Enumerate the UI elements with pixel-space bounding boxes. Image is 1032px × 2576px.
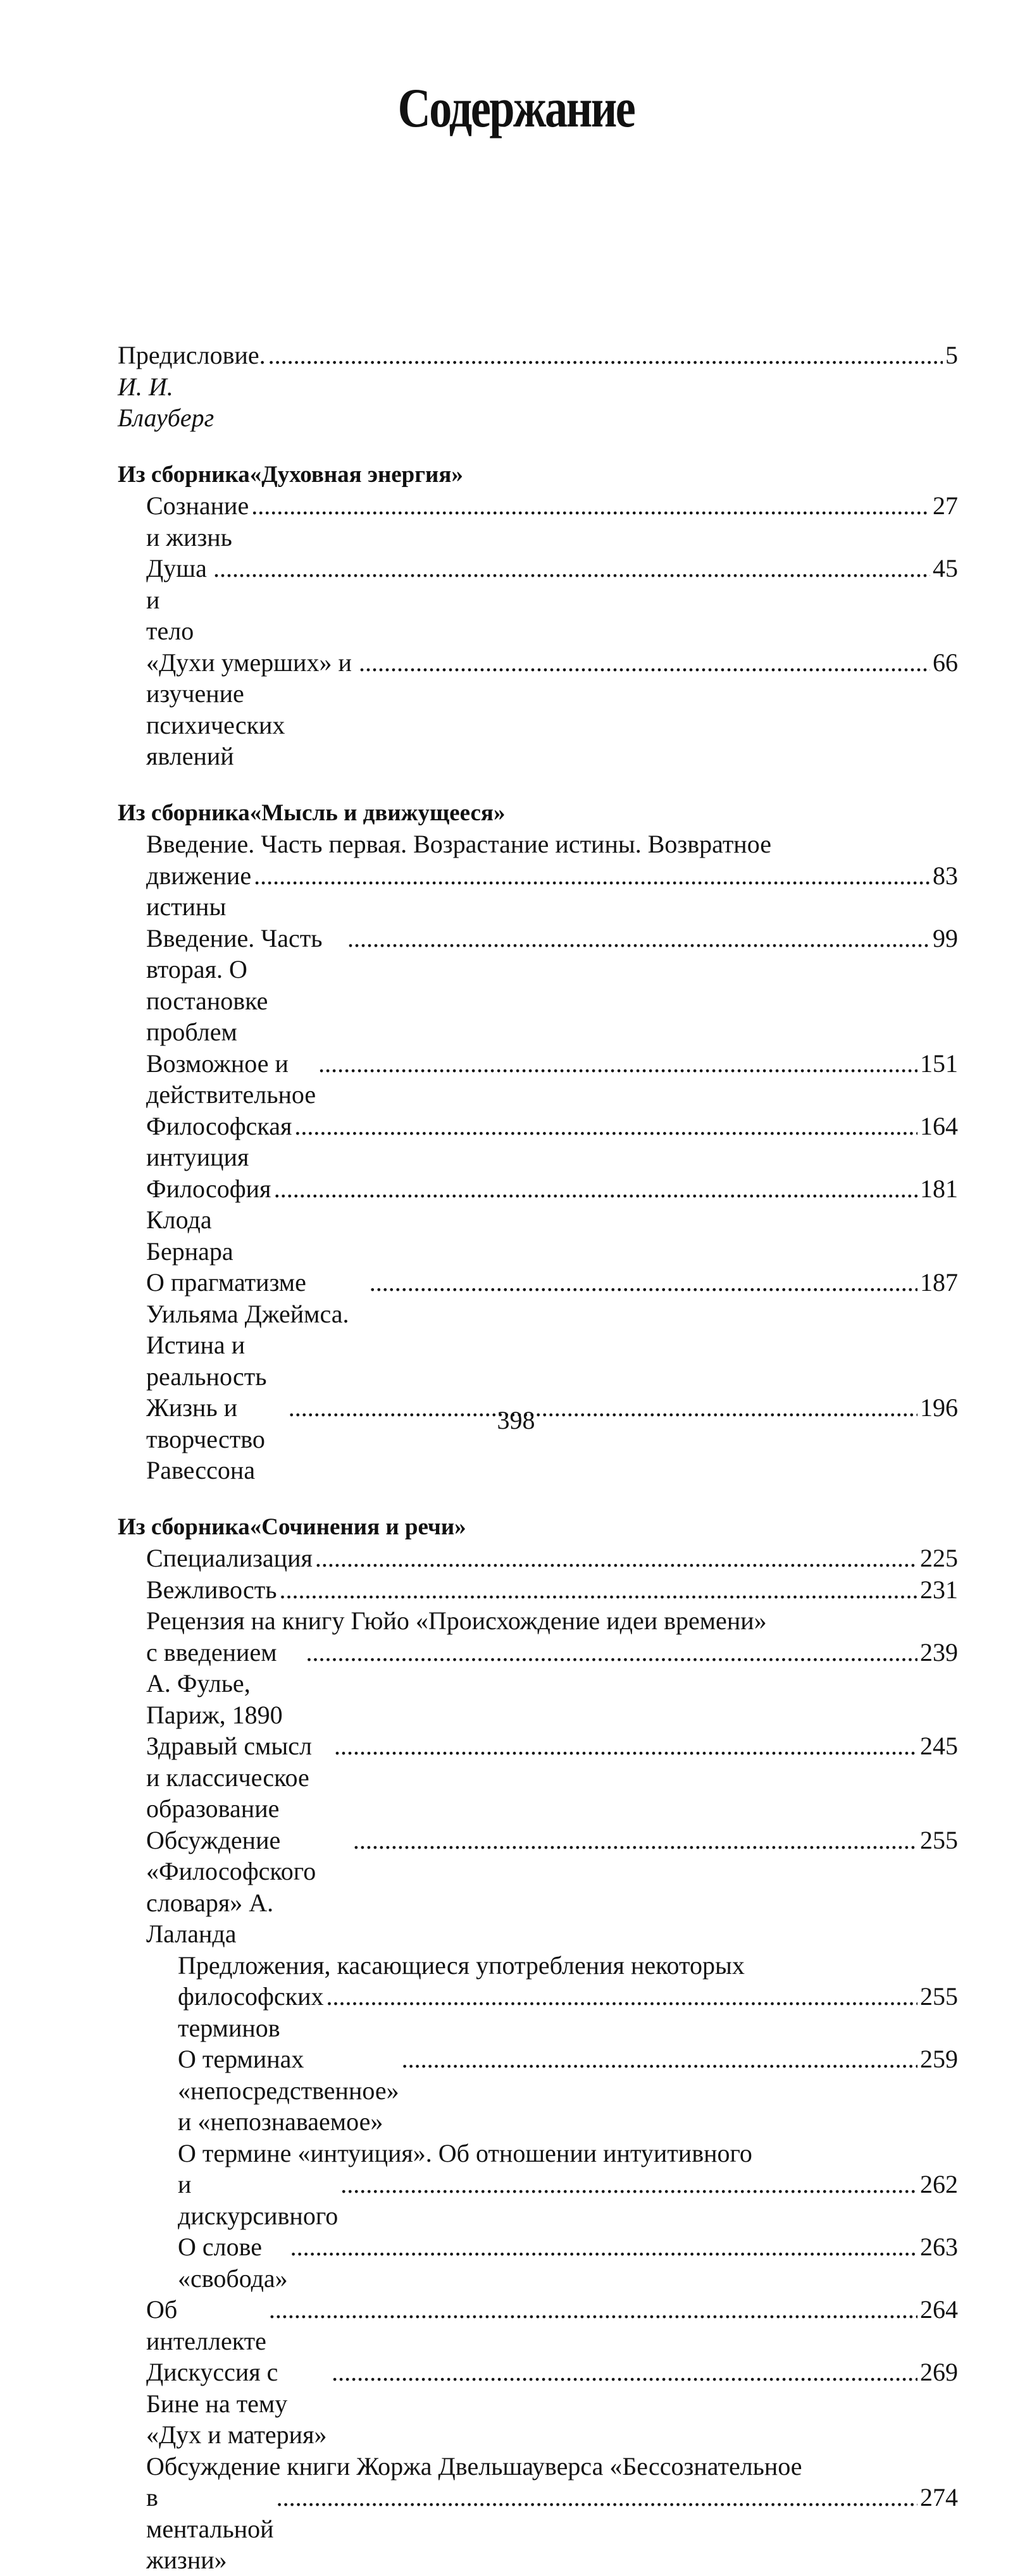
toc-entry[interactable] [118, 2294, 958, 2357]
leader-dots [353, 1825, 917, 1856]
toc-entry[interactable] [118, 1048, 958, 1111]
leader-dots [254, 860, 930, 892]
section-heading: Из сборника«Духовная энергия» [118, 461, 463, 488]
toc-subentry[interactable] [118, 1981, 958, 2043]
entry-title: философских терминов [178, 1982, 324, 2042]
leader-dots [359, 647, 930, 679]
entry-title-line1: Обсуждение книги Жоржа Двельшауверса «Бессознательное [146, 2451, 802, 2480]
page-ref: 269 [920, 2358, 958, 2386]
leader-dots [306, 1637, 917, 1668]
entry-title: в ментальной жизни» [146, 2483, 274, 2574]
entry-title: Об интеллекте [146, 2295, 266, 2355]
page-ref: 99 [933, 923, 958, 952]
entry-title: Философия Клода Бернара [146, 1174, 271, 1266]
toc-entry[interactable] [118, 1111, 958, 1173]
entry-title: Вежливость [146, 1575, 277, 1604]
entry-title-line1: Предложения, касающиеся употребления некоторых [178, 1950, 745, 1980]
page-ref: 66 [933, 648, 958, 677]
entry-title: Специализация [146, 1544, 313, 1572]
toc-entry-preface[interactable] [118, 340, 958, 434]
entry-title: и дискурсивного [178, 2170, 339, 2230]
page-ref: 274 [920, 2483, 958, 2511]
toc-entry[interactable] [118, 860, 958, 923]
entry-title: Сознание и жизнь [146, 491, 249, 552]
page-ref: 231 [920, 1575, 958, 1604]
leader-dots [280, 1574, 917, 1606]
toc-entry[interactable] [118, 1730, 958, 1825]
leader-dots [318, 1048, 917, 1080]
page-ref: 263 [920, 2233, 958, 2261]
page-ref: 262 [920, 2170, 958, 2198]
page-ref: 264 [920, 2295, 958, 2324]
table-of-contents [118, 340, 958, 2576]
page-ref: 187 [920, 1268, 958, 1297]
section-heading: Из сборника«Сочинения и речи» [118, 1513, 466, 1540]
toc-entry[interactable] [118, 1637, 958, 1731]
preface-label: Предисловие. [118, 341, 266, 369]
leader-dots [315, 1543, 917, 1574]
entry-title: Жизнь и творчество Равессона [146, 1393, 265, 1484]
leader-dots [347, 923, 930, 954]
leader-dots [402, 2043, 917, 2075]
entry-title: «Духи умерших» и изучение психических явлений [146, 648, 352, 770]
toc-entry[interactable] [118, 647, 958, 772]
page-ref: 259 [920, 2045, 958, 2073]
toc-entry[interactable] [118, 923, 958, 1048]
page-number: 398 [497, 1406, 535, 1434]
page-ref: 45 [933, 554, 958, 582]
entry-title: Обсуждение «Философского словаря» А. Лаланда [146, 1825, 316, 1948]
page-ref: 164 [920, 1111, 958, 1140]
leader-dots [294, 1111, 917, 1142]
leader-dots [268, 340, 943, 371]
toc-entry[interactable] [118, 1574, 958, 1606]
toc-subentry[interactable] [118, 2231, 958, 2294]
toc-entry[interactable] [118, 2482, 958, 2576]
leader-dots [277, 2482, 917, 2513]
page-ref: 83 [933, 861, 958, 890]
leader-dots [332, 2357, 917, 2388]
entry-title-line1: О термине «интуиция». Об отношении интуитивного [178, 2138, 752, 2167]
toc-entry[interactable] [118, 490, 958, 553]
entry-title: движение истины [146, 861, 252, 921]
page-ref: 181 [920, 1174, 958, 1203]
entry-title: с введением А. Фулье, Париж, 1890 [146, 1637, 283, 1729]
page-ref: 27 [933, 491, 958, 520]
toc-entry[interactable] [118, 1173, 958, 1267]
page-ref: 255 [920, 1982, 958, 2011]
toc-subentry[interactable] [118, 2043, 958, 2138]
entry-title: Введение. Часть вторая. О постановке проблем [146, 923, 323, 1046]
entry-title: Душа и тело [146, 554, 207, 645]
entry-title: Философская интуиция [146, 1111, 292, 1171]
page-ref: 245 [920, 1732, 958, 1760]
entry-title-line1: Рецензия на книгу Гюйо «Происхождение идеи времени» [146, 1606, 767, 1635]
leader-dots [269, 2294, 917, 2326]
page-ref: 151 [920, 1049, 958, 1078]
entry-title: О прагматизме Уильяма Джеймса. Истина и реальность [146, 1268, 349, 1391]
page-ref: 239 [920, 1637, 958, 1667]
leader-dots [334, 1730, 917, 1762]
page-ref: 5 [945, 341, 958, 369]
section-heading: Из сборника«Мысль и движущееся» [118, 799, 506, 826]
toc-entry[interactable] [118, 2357, 958, 2451]
leader-dots [213, 553, 930, 584]
leader-dots [290, 2231, 917, 2263]
entry-title: О терминах «непосредственное» и «непознаваемое» [178, 2045, 399, 2136]
toc-entry[interactable] [118, 1267, 958, 1392]
entry-title-line1: Введение. Часть первая. Возрастание истины. Возвратное [146, 830, 771, 858]
leader-dots [370, 1267, 917, 1298]
page-ref: 196 [920, 1393, 958, 1422]
preface-author: И. И. Блауберг [118, 372, 214, 432]
toc-entry[interactable] [118, 553, 958, 647]
page-ref: 255 [920, 1825, 958, 1854]
leader-dots [251, 490, 930, 522]
leader-dots [326, 1981, 917, 2012]
page-ref: 225 [920, 1544, 958, 1572]
toc-subentry[interactable] [118, 2169, 958, 2231]
entry-title: Дискуссия с Бине на тему «Дух и материя» [146, 2358, 327, 2449]
page-title: Содержание [397, 78, 635, 139]
entry-title: О слове «свобода» [178, 2233, 288, 2293]
toc-entry[interactable] [118, 1543, 958, 1574]
entry-title: Здравый смысл и классическое образование [146, 1732, 312, 1823]
leader-dots [340, 2169, 917, 2200]
entry-title: Возможное и действительное [146, 1049, 316, 1109]
leader-dots [274, 1173, 917, 1205]
toc-entry[interactable] [118, 1825, 958, 1950]
